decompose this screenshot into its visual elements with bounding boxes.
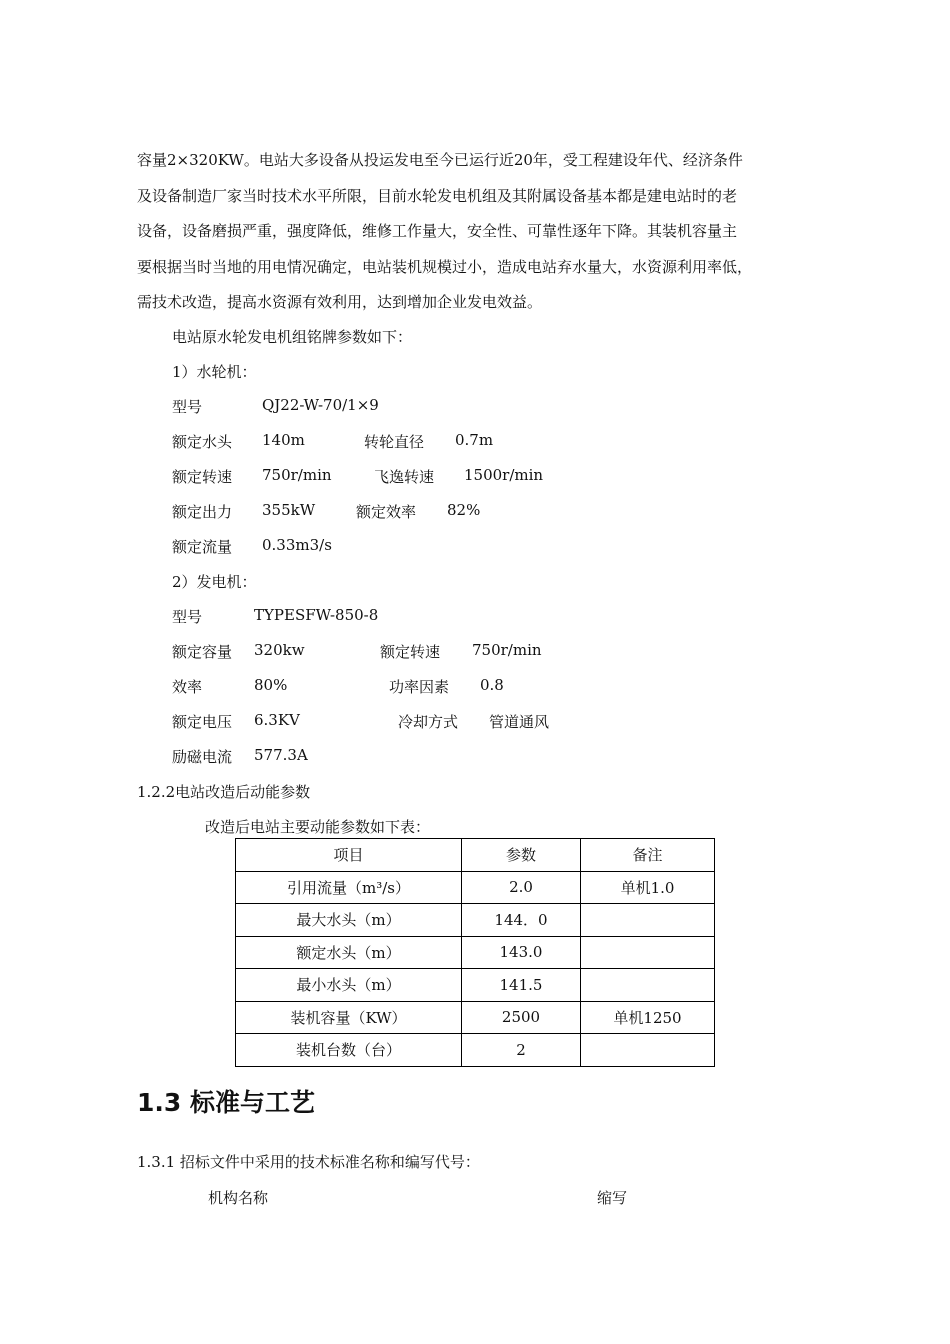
- table-cell: 144．0: [462, 904, 581, 937]
- generator-cap-label: 额定容量: [172, 643, 233, 661]
- table-cell: 装机容量（KW）: [236, 1001, 462, 1034]
- generator-cap-value: 320kw: [254, 641, 305, 659]
- turbine-heading: 1）水轮机：: [172, 363, 257, 381]
- table-row: [236, 1034, 715, 1067]
- section-1-3-1-heading: 1.3.1 招标文件中采用的技术标准名称和编写代号：: [137, 1153, 480, 1171]
- nameplate-intro: 电站原水轮发电机组铭牌参数如下：: [172, 328, 413, 346]
- turbine-speed-value: 750r/min: [262, 466, 332, 484]
- turbine-output-label: 额定出力: [172, 503, 233, 521]
- table-row: [236, 936, 715, 969]
- generator-speed-value: 750r/min: [472, 641, 542, 659]
- table-cell: 最大水头（m）: [236, 904, 462, 937]
- table-cell: 141.5: [462, 969, 581, 1002]
- table-cell: 143.0: [462, 936, 581, 969]
- params-table: [235, 838, 715, 1067]
- table-row: [236, 871, 715, 904]
- generator-heading: 2）发电机：: [172, 573, 257, 591]
- table-header-cell: 项目: [236, 839, 462, 872]
- table-header-cell: 备注: [581, 839, 715, 872]
- table-cell: 2500: [462, 1001, 581, 1034]
- turbine-eff-label: 额定效率: [356, 503, 417, 521]
- table-cell: [581, 1034, 715, 1067]
- intro-line-3: 设备，设备磨损严重，强度降低，维修工作量大，安全性、可靠性逐年下降。其装机容量主: [137, 222, 738, 240]
- turbine-runner-label: 转轮直径: [364, 433, 425, 451]
- turbine-flow-label: 额定流量: [172, 538, 233, 556]
- generator-pf-value: 0.8: [480, 676, 504, 694]
- table-row: [236, 969, 715, 1002]
- table-cell: 2: [462, 1034, 581, 1067]
- table-cell: 引用流量（m³/s）: [236, 871, 462, 904]
- table-cell: 单机1250: [581, 1001, 715, 1034]
- turbine-head-value: 140m: [262, 431, 305, 449]
- turbine-model-label: 型号: [172, 398, 203, 416]
- generator-exc-label: 励磁电流: [172, 748, 233, 766]
- generator-model-label: 型号: [172, 608, 203, 626]
- turbine-runner-value: 0.7m: [455, 431, 494, 449]
- table-cell: 额定水头（m）: [236, 936, 462, 969]
- intro-paragraph: [137, 143, 837, 321]
- intro-line-5: 需技术改造，提高水资源有效利用，达到增加企业发电效益。: [137, 293, 543, 311]
- abbr-label: 缩写: [597, 1189, 628, 1207]
- generator-pf-label: 功率因素: [389, 678, 450, 696]
- turbine-model-value: QJ22-W-70/1×9: [262, 396, 379, 414]
- generator-volt-label: 额定电压: [172, 713, 233, 731]
- org-name-label: 机构名称: [208, 1189, 269, 1207]
- intro-line-1: 容量2×320KW。电站大多设备从投运发电至今已运行近20年，受工程建设年代、经济条件: [137, 151, 743, 169]
- table-cell: [581, 936, 715, 969]
- table-header-cell: 参数: [462, 839, 581, 872]
- intro-line-2: 及设备制造厂家当时技术水平所限，目前水轮发电机组及其附属设备基本都是建电站时的老: [137, 186, 738, 205]
- table-row: [236, 1001, 715, 1034]
- turbine-runaway-label: 飞逸转速: [374, 468, 435, 486]
- turbine-flow-value: 0.33m3/s: [262, 536, 332, 554]
- table-intro: 改造后电站主要动能参数如下表：: [205, 818, 431, 836]
- turbine-speed-label: 额定转速: [172, 468, 233, 486]
- generator-eff-value: 80%: [254, 676, 288, 694]
- generator-exc-value: 577.3A: [254, 746, 308, 764]
- section-1-2-2-heading: 1.2.2电站改造后动能参数: [137, 783, 311, 801]
- generator-speed-label: 额定转速: [380, 643, 441, 661]
- turbine-runaway-value: 1500r/min: [464, 466, 544, 484]
- table-cell: 最小水头（m）: [236, 969, 462, 1002]
- table-row: [236, 904, 715, 937]
- table-cell: 2.0: [462, 871, 581, 904]
- intro-line-4: 要根据当时当地的用电情况确定，电站装机规模过小，造成电站弃水量大，水资源利用率低，: [137, 257, 753, 276]
- table-cell: [581, 969, 715, 1002]
- section-1-3-heading: 1.3 标准与工艺: [137, 1088, 315, 1117]
- table-cell: 单机1.0: [581, 871, 715, 904]
- table-header-row: [236, 839, 715, 872]
- table-cell: 装机台数（台）: [236, 1034, 462, 1067]
- turbine-eff-value: 82%: [447, 501, 481, 519]
- table-cell: [581, 904, 715, 937]
- turbine-head-label: 额定水头: [172, 433, 233, 451]
- turbine-output-value: 355kW: [262, 501, 316, 519]
- generator-eff-label: 效率: [172, 678, 203, 696]
- generator-cool-value: 管道通风: [489, 713, 550, 731]
- generator-volt-value: 6.3KV: [254, 711, 300, 729]
- generator-model-value: TYPESFW-850-8: [254, 606, 379, 624]
- generator-cool-label: 冷却方式: [398, 713, 459, 731]
